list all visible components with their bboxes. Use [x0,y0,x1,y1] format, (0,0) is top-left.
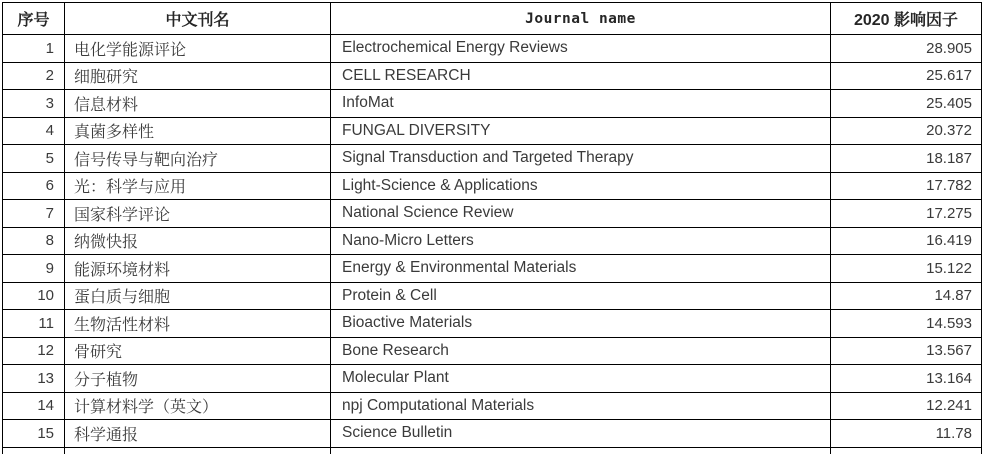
table-row [3,90,982,118]
impact-factor-cell[interactable]: 13.164 [831,365,982,393]
journal-impact-factor-table [2,2,982,454]
table-row [3,337,982,365]
english-journal-name-cell[interactable]: Electrochemical Energy Reviews [331,35,831,63]
impact-factor-cell[interactable]: 15.122 [831,255,982,283]
empty-cell[interactable] [65,447,331,454]
partial-row [3,447,982,454]
impact-factor-cell[interactable]: 14.87 [831,282,982,310]
english-journal-name-cell[interactable]: Science Bulletin [331,420,831,448]
english-journal-name-cell[interactable]: Nano-Micro Letters [331,227,831,255]
impact-factor-cell[interactable]: 11.78 [831,420,982,448]
table-row [3,392,982,420]
impact-factor-cell[interactable]: 20.372 [831,117,982,145]
row-index-cell[interactable]: 10 [3,282,65,310]
chinese-journal-name-cell[interactable]: 纳微快报 [65,227,331,255]
header-cell-journal-name[interactable]: Journal name [331,3,831,35]
table-row [3,145,982,173]
row-index-cell[interactable]: 1 [3,35,65,63]
impact-factor-cell[interactable]: 16.419 [831,227,982,255]
chinese-journal-name-cell[interactable]: 骨研究 [65,337,331,365]
table-row [3,62,982,90]
chinese-journal-name-cell[interactable]: 分子植物 [65,365,331,393]
table-row [3,117,982,145]
english-journal-name-cell[interactable]: Signal Transduction and Targeted Therapy [331,145,831,173]
chinese-journal-name-cell[interactable]: 科学通报 [65,420,331,448]
row-index-cell[interactable]: 7 [3,200,65,228]
table-row [3,282,982,310]
table-row [3,172,982,200]
impact-factor-cell[interactable]: 18.187 [831,145,982,173]
chinese-journal-name-cell[interactable]: 能源环境材料 [65,255,331,283]
header-cell-index[interactable]: 序号 [3,3,65,35]
row-index-cell[interactable]: 4 [3,117,65,145]
english-journal-name-cell[interactable]: Bone Research [331,337,831,365]
empty-cell[interactable] [3,447,65,454]
row-index-cell[interactable]: 15 [3,420,65,448]
chinese-journal-name-cell[interactable]: 电化学能源评论 [65,35,331,63]
row-index-cell[interactable]: 5 [3,145,65,173]
table-row [3,35,982,63]
table-row [3,420,982,448]
row-index-cell[interactable]: 14 [3,392,65,420]
impact-factor-cell[interactable]: 28.905 [831,35,982,63]
empty-cell[interactable] [831,447,982,454]
english-journal-name-cell[interactable]: FUNGAL DIVERSITY [331,117,831,145]
table-header-row [3,3,982,35]
impact-factor-cell[interactable]: 17.275 [831,200,982,228]
chinese-journal-name-cell[interactable]: 光：科学与应用 [65,172,331,200]
english-journal-name-cell[interactable]: Light-Science & Applications [331,172,831,200]
chinese-journal-name-cell[interactable]: 信息材料 [65,90,331,118]
table-row [3,200,982,228]
row-index-cell[interactable]: 6 [3,172,65,200]
chinese-journal-name-cell[interactable]: 真菌多样性 [65,117,331,145]
table-row [3,310,982,338]
chinese-journal-name-cell[interactable]: 蛋白质与细胞 [65,282,331,310]
row-index-cell[interactable]: 12 [3,337,65,365]
table-row [3,365,982,393]
english-journal-name-cell[interactable]: InfoMat [331,90,831,118]
english-journal-name-cell[interactable]: Energy & Environmental Materials [331,255,831,283]
table-row [3,255,982,283]
english-journal-name-cell[interactable]: Bioactive Materials [331,310,831,338]
empty-cell[interactable] [331,447,831,454]
impact-factor-cell[interactable]: 13.567 [831,337,982,365]
row-index-cell[interactable]: 2 [3,62,65,90]
table-row [3,227,982,255]
impact-factor-cell[interactable]: 25.405 [831,90,982,118]
chinese-journal-name-cell[interactable]: 细胞研究 [65,62,331,90]
chinese-journal-name-cell[interactable]: 计算材料学（英文） [65,392,331,420]
english-journal-name-cell[interactable]: Molecular Plant [331,365,831,393]
table-body [3,35,982,454]
row-index-cell[interactable]: 9 [3,255,65,283]
english-journal-name-cell[interactable]: Protein & Cell [331,282,831,310]
impact-factor-cell[interactable]: 12.241 [831,392,982,420]
header-cell-chinese-name[interactable]: 中文刊名 [65,3,331,35]
english-journal-name-cell[interactable]: npj Computational Materials [331,392,831,420]
english-journal-name-cell[interactable]: National Science Review [331,200,831,228]
chinese-journal-name-cell[interactable]: 生物活性材料 [65,310,331,338]
header-cell-impact-factor[interactable]: 2020 影响因子 [831,3,982,35]
impact-factor-cell[interactable]: 25.617 [831,62,982,90]
row-index-cell[interactable]: 13 [3,365,65,393]
row-index-cell[interactable]: 8 [3,227,65,255]
impact-factor-cell[interactable]: 17.782 [831,172,982,200]
chinese-journal-name-cell[interactable]: 信号传导与靶向治疗 [65,145,331,173]
chinese-journal-name-cell[interactable]: 国家科学评论 [65,200,331,228]
row-index-cell[interactable]: 11 [3,310,65,338]
row-index-cell[interactable]: 3 [3,90,65,118]
impact-factor-cell[interactable]: 14.593 [831,310,982,338]
english-journal-name-cell[interactable]: CELL RESEARCH [331,62,831,90]
